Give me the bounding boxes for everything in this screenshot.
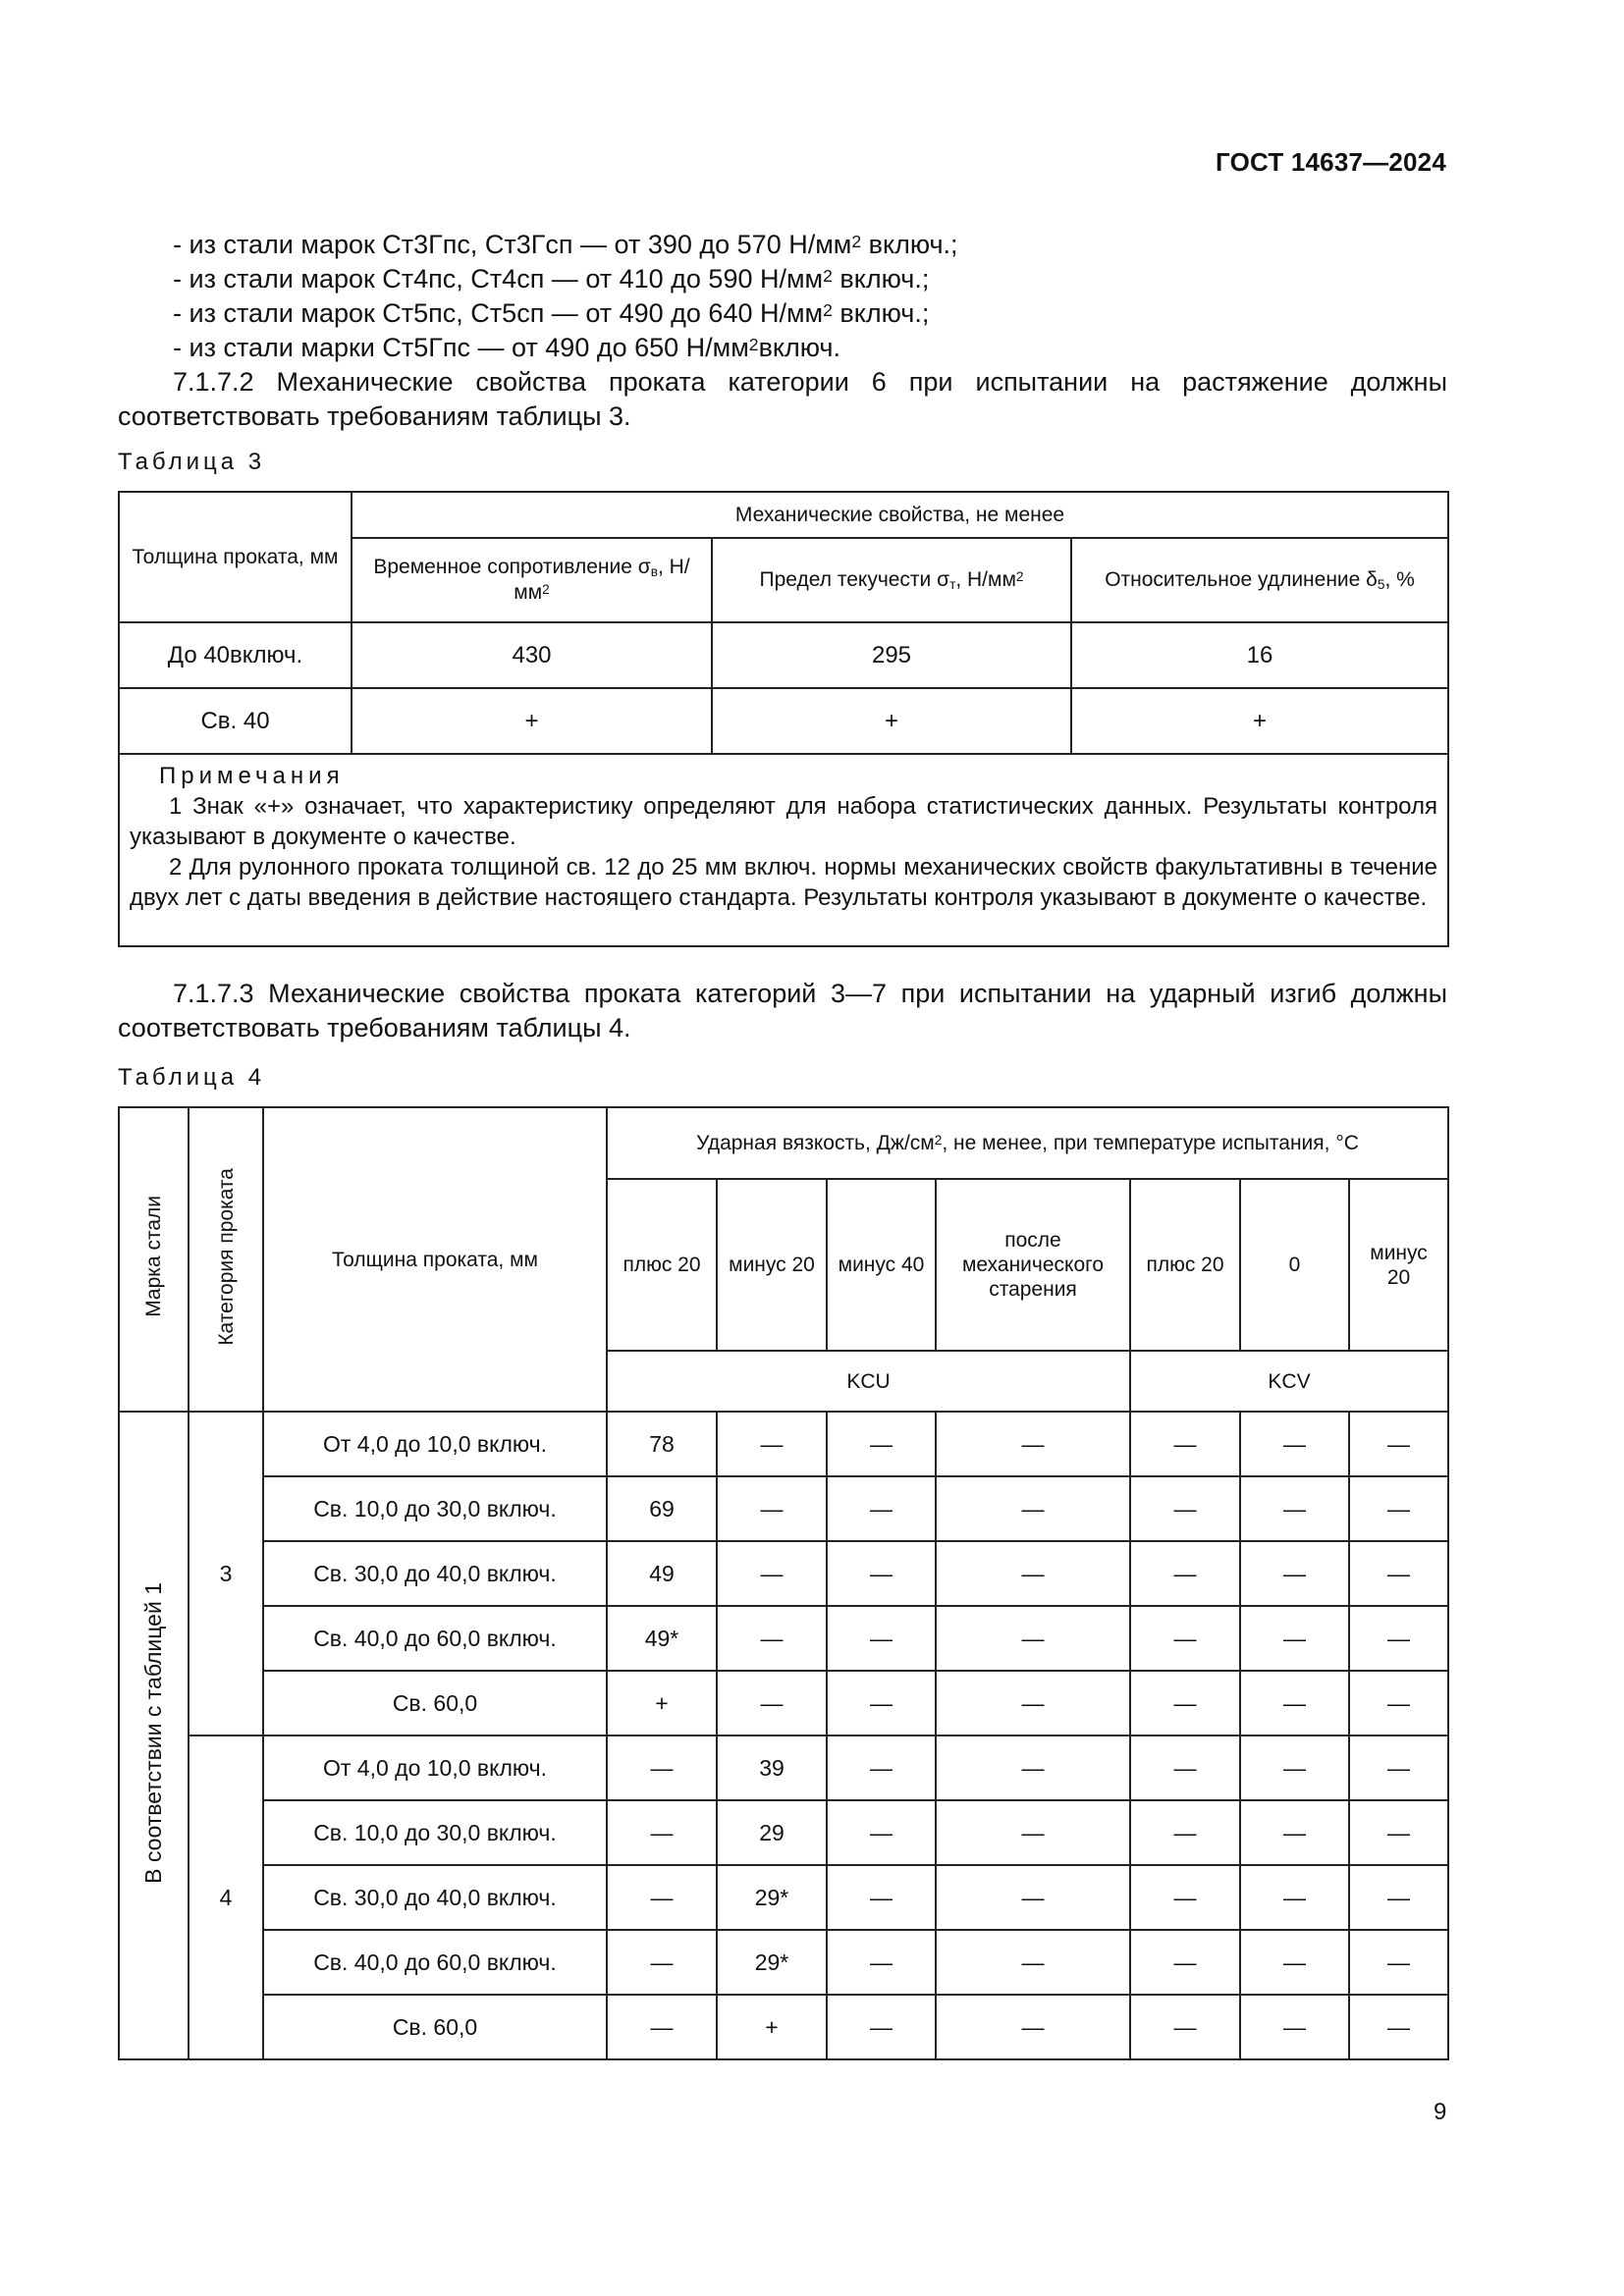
t4-cell-value: — [1130,1541,1240,1606]
t4-kcv: KCV [1130,1351,1448,1412]
t4-cell-value: — [827,1541,936,1606]
t4-cell-value: — [936,1541,1130,1606]
table-row [119,1995,1448,2059]
t3-col-tensile: Временное сопротивление $\sigma_в$, $Н/мм^2$ [352,538,712,622]
t4-cell-value: — [827,1865,936,1930]
t4-cell-thickness: Св. 30,0 до 40,0 включ. [263,1541,607,1606]
table4-caption: Таблица 4 [118,1064,266,1091]
t4-cell-value: — [827,1735,936,1800]
t3-col-yield: Предел текучести $\sigma_т$, $Н/мм^2$ [712,538,1071,622]
table-row [119,1541,1448,1606]
t4-cell-value: — [827,1412,936,1476]
t4-temp: 0 [1240,1179,1349,1351]
table-row [119,1606,1448,1671]
t4-cell-value: — [1130,1606,1240,1671]
t4-cell-value: — [607,1930,717,1995]
table-row [119,1865,1448,1930]
t4-cell-value: 39 [717,1735,827,1800]
t4-temp: плюс 20 [607,1179,717,1351]
t4-cell-value: — [936,1606,1130,1671]
t4-cell-thickness: Св. 40,0 до 60,0 включ. [263,1606,607,1671]
t4-cell-value: — [1240,1800,1349,1865]
t4-cell-value: — [936,1735,1130,1800]
t4-cell-value: — [1240,1541,1349,1606]
t4-cell-value: — [1130,1800,1240,1865]
t4-cell-value: — [827,1800,936,1865]
t4-cell-value: — [827,1671,936,1735]
t3-col-elongation: Относительное удлинение $\delta_5$, % [1071,538,1448,622]
t4-temp: минус 20 [1349,1179,1448,1351]
t4-cell-value: — [1240,1930,1349,1995]
t4-cell-value: — [1240,1671,1349,1735]
t4-cell-value: 29* [717,1865,827,1930]
t4-cell-value: — [936,1995,1130,2059]
t4-col-grade: Марка стали [119,1107,189,1412]
t4-cell-value: — [1349,1800,1448,1865]
t4-cell-value: 69 [607,1476,717,1541]
t4-cell-value: — [936,1412,1130,1476]
t4-cell-value: — [936,1800,1130,1865]
t4-cell-value: — [827,1606,936,1671]
note-1: 1 Знак «+» означает, что характеристику определяют для набора статистических данных. Результаты контроля указывают в документе о качестве. [130,793,1437,850]
table-row [119,688,1448,754]
t4-cell-value: — [717,1606,827,1671]
t4-cell-value: — [1349,1412,1448,1476]
table-row [119,1412,1448,1476]
table3-caption: Таблица 3 [118,449,266,475]
t4-cell-category: 4 [189,1735,263,2059]
t4-cell-grade: В соответствии с таблицей 1 [119,1412,189,2059]
t4-temp: минус 40 [827,1179,936,1351]
t3-cell-elongation: + [1071,688,1448,754]
t4-cell-value: — [1349,1606,1448,1671]
t4-temp: минус 20 [717,1179,827,1351]
table-3 [118,491,1449,947]
t4-cell-value: 29 [717,1800,827,1865]
list-item: - из стали марок Ст3Гпс, Ст3Гсп — от 390 до 570 $Н/мм^2$ включ.; [173,230,958,259]
t4-cell-value: — [1349,1995,1448,2059]
list-item: - из стали марок Ст4пс, Ст4сп — от 410 до 590 $Н/мм^2$ включ.; [173,264,930,294]
t3-cell-yield: + [712,688,1071,754]
t4-cell-value: — [827,1476,936,1541]
t4-cell-value: — [827,1995,936,2059]
t4-cell-value: 49* [607,1606,717,1671]
table-row [119,622,1448,688]
t4-cell-value: — [1130,1735,1240,1800]
t4-cell-value: — [1349,1541,1448,1606]
t4-cell-thickness: От 4,0 до 10,0 включ. [263,1735,607,1800]
t4-cell-value: — [1130,1476,1240,1541]
t4-cell-value: — [1130,1412,1240,1476]
t4-cell-value: — [1130,1995,1240,2059]
t4-cell-value: + [607,1671,717,1735]
t4-cell-value: 49 [607,1541,717,1606]
t4-cell-thickness: От 4,0 до 10,0 включ. [263,1412,607,1476]
t3-cell-tensile: 430 [352,622,712,688]
t3-cell-elongation: 16 [1071,622,1448,688]
t4-cell-value: — [1240,1995,1349,2059]
t3-cell-yield: 295 [712,622,1071,688]
table-4 [118,1106,1449,2060]
t4-cell-value: — [607,1800,717,1865]
paragraph-7172: 7.1.7.2 Механические свойства проката категории 6 при испытании на растяжение должны соответствовать требованиям таблицы 3. [118,367,1447,431]
t4-cell-value: — [936,1865,1130,1930]
list-item: - из стали марки Ст5Гпс — от 490 до 650 $Н/мм^2включ$. [173,333,841,362]
t4-cell-thickness: Св. 60,0 [263,1995,607,2059]
t4-cell-value: 29* [717,1930,827,1995]
t4-col-thickness: Толщина проката, мм [263,1107,607,1412]
t4-cell-value: — [1349,1930,1448,1995]
table-row [119,1735,1448,1800]
t4-cell-value: — [717,1671,827,1735]
t3-cell-tensile: + [352,688,712,754]
t4-cell-value: — [936,1476,1130,1541]
t4-cell-value: — [1349,1865,1448,1930]
t4-cell-value: — [936,1671,1130,1735]
t4-cell-value: — [1130,1865,1240,1930]
t4-cell-value: — [1240,1476,1349,1541]
t4-cell-value: + [717,1995,827,2059]
table-row [119,1671,1448,1735]
t4-col-category: Категория проката [189,1107,263,1412]
intro-text [118,228,1447,434]
paragraph-7173-block [118,977,1447,1045]
notes-heading: Примечания [159,763,345,789]
table-row [119,1476,1448,1541]
list-item: - из стали марок Ст5пс, Ст5сп — от 490 до 640 $Н/мм^2$ включ.; [173,298,930,328]
t4-cell-value: — [607,1865,717,1930]
t3-cell-thickness: До 40включ. [119,622,352,688]
t4-cell-value: — [1130,1671,1240,1735]
t4-cell-value: — [1240,1865,1349,1930]
t4-cell-thickness: Св. 40,0 до 60,0 включ. [263,1930,607,1995]
t4-cell-category: 3 [189,1412,263,1735]
t4-cell-thickness: Св. 10,0 до 30,0 включ. [263,1800,607,1865]
t4-kcu: KCU [607,1351,1130,1412]
t4-temp: плюс 20 [1130,1179,1240,1351]
t4-cell-value: — [1240,1735,1349,1800]
document-number: ГОСТ 14637—2024 [1216,147,1446,177]
note-2: 2 Для рулонного проката толщиной св. 12 до 25 мм включ. нормы механических свойств факультативны в течение двух лет с даты введения в действие настоящего стандарта. Результаты контроля указывают в документе о качестве. [130,854,1437,911]
page-number: 9 [1434,2099,1447,2125]
t4-cell-value: — [717,1412,827,1476]
table-row [119,1930,1448,1995]
t3-notes [119,754,1448,946]
t4-cell-thickness: Св. 10,0 до 30,0 включ. [263,1476,607,1541]
paragraph-7173: 7.1.7.3 Механические свойства проката категорий 3—7 при испытании на ударный изгиб должны соответствовать требованиям таблицы 4. [118,979,1447,1042]
t4-temp: после механического старения [936,1179,1130,1351]
t4-cell-value: — [1240,1606,1349,1671]
t4-cell-value: — [717,1541,827,1606]
t4-cell-value: — [1240,1412,1349,1476]
t4-cell-value: — [1130,1930,1240,1995]
t4-cell-value: — [1349,1671,1448,1735]
t4-cell-value: — [717,1476,827,1541]
t4-cell-value: — [1349,1735,1448,1800]
t3-col-thickness: Толщина проката, мм [119,492,352,622]
t4-cell-value: — [607,1995,717,2059]
t3-col-group: Механические свойства, не менее [352,492,1448,538]
table-row [119,1800,1448,1865]
t4-cell-value: 78 [607,1412,717,1476]
t3-cell-thickness: Св. 40 [119,688,352,754]
t4-cell-value: — [936,1930,1130,1995]
t4-cell-value: — [827,1930,936,1995]
t4-cell-value: — [1349,1476,1448,1541]
t4-col-group: Ударная вязкость, $Дж/см^2$, не менее, при температуре испытания, °С [607,1107,1448,1179]
t4-cell-thickness: Св. 60,0 [263,1671,607,1735]
t4-cell-value: — [607,1735,717,1800]
t4-cell-thickness: Св. 30,0 до 40,0 включ. [263,1865,607,1930]
